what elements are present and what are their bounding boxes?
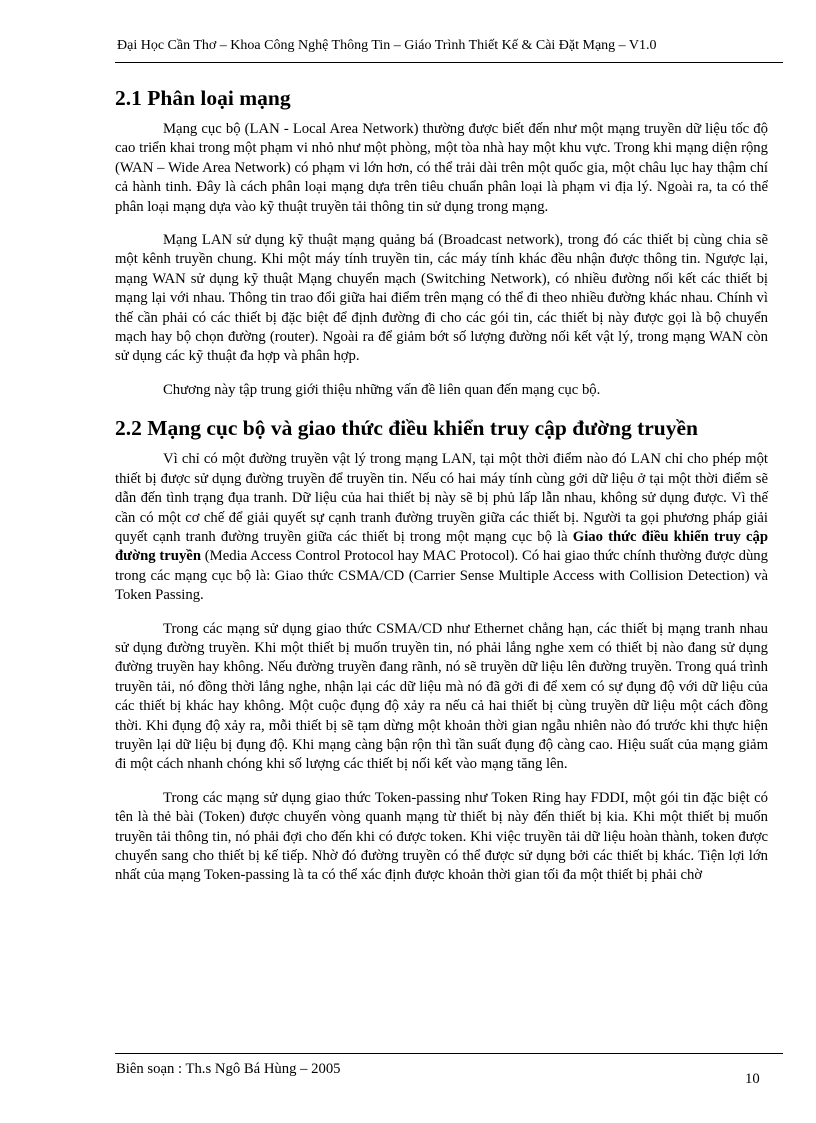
header-divider [115, 62, 783, 63]
paragraph-text: (Media Access Control Protocol hay MAC Protocol). Có hai giao thức chính thường được dùng trong các mạng cục bộ là: Giao thức CSMA/CD (Carrier Sense Multiple Access with Collision Detection) và Token Passing. [115, 548, 768, 604]
running-header: Đại Học Cần Thơ – Khoa Công Nghệ Thông Tin – Giáo Trình Thiết Kế & Cài Đặt Mạng – V1.0 [117, 38, 657, 53]
paragraph: Mạng LAN sử dụng kỹ thuật mạng quảng bá (Broadcast network), trong đó các thiết bị cùng chia sẽ một kênh truyền chung. Khi một máy tính truyền tin, các máy tính khác đều nhận được thông tin. Ngược lại, mạng WAN sử dụng kỹ thuật Mạng chuyển mạch (Switching Network), có nhiều đường nối kết các thiết bị mạng lại với nhau. Thông tin trao đổi giữa hai điểm trên mạng có thể đi theo nhiều đường khác nhau. Chính vì thế cần phải có các thiết bị đặc biệt để định đường đi cho các gói tin, các thiết bị này được gọi là bộ chuyển mạch hay bộ chọn đường (router). Ngoài ra để giảm bớt số lượng đường nối kết vật lý, trong mạng WAN còn sử dụng các kỹ thuật đa hợp và phân hợp. [115, 232, 768, 365]
footer-divider [115, 1053, 783, 1054]
section-heading-2-1: 2.1 Phân loại mạng [115, 86, 291, 110]
page-body [115, 84, 768, 900]
paragraph: Chương này tập trung giới thiệu những vấn đề liên quan đến mạng cục bộ. [163, 381, 601, 398]
paragraph: Trong các mạng sử dụng giao thức Token-passing như Token Ring hay FDDI, một gói tin đặc biệt có tên là thẻ bài (Token) được chuyển vòng quanh mạng từ thiết bị này đến thiết bị kia. Khi một thiết bị muốn truyền tải thông tin, nó phải đợi cho đến khi có được token. Khi việc truyền tải dữ liệu hoàn thành, token được chuyển sang cho thiết bị kế tiếp. Nhờ đó đường truyền có thể được sử dụng bởi các thiết bị khác. Tiện lợi lớn nhất của mạng Token-passing là ta có thể xác định được khoản thời gian tối đa một thiết bị phải chờ [115, 789, 768, 884]
paragraph [115, 450, 768, 605]
bold-term: Giao thức điều khiển truy cập đường truyền [115, 528, 768, 565]
section-heading-2-2: 2.2 Mạng cục bộ và giao thức điều khiển truy cập đường truyền [115, 416, 699, 441]
footer-author: Biên soạn : Th.s Ngô Bá Hùng – 2005 [116, 1061, 341, 1077]
paragraph-text: Vì chỉ có một đường truyền vật lý trong mạng LAN, tại một thời điểm nào đó LAN chỉ cho phép một thiết bị được sử dụng đường truyền để truyền tin. Nếu có hai máy tính cùng gởi dữ liệu ở tại một thời điểm sẽ dẫn đến tình trạng đụa tranh. Dữ liệu của hai thiết bị này sẽ bị phủ lấp lẫn nhau, không sử dụng được. Vì thế cần có một cơ chế để giải quyết sự cạnh tranh đường truyền giữa các thiết bị. Người ta gọi phương pháp giải quyết cạnh tranh đường truyền giữa các thiết bị trong một mạng cục bộ là [115, 451, 768, 545]
page-number: 10 [745, 1071, 760, 1087]
paragraph: Trong các mạng sử dụng giao thức CSMA/CD như Ethernet chẳng hạn, các thiết bị mạng tranh nhau sử dụng đường truyền. Khi một thiết bị muốn truyền tin, nó phải lắng nghe xem có thiết bị nào đang sử dụng đường truyền hay không. Nếu đường truyền đang rãnh, nó sẽ truyền dữ liệu lên đường truyền. Trong quá trình truyền tải, nó đồng thời lắng nghe, nhận lại các dữ liệu mà nó đã gởi đi để xem có sự đụng độ với dữ liệu của các thiết bị khác hay không. Một cuộc đụng độ xảy ra nếu cả hai thiết bị cùng truyền dữ liệu một cách đồng thời. Khi đụng độ xảy ra, mỗi thiết bị sẽ tạm dừng một khoản thời gian ngẫu nhiên nào đó trước khi thực hiện truyền lại dữ liệu bị đụng độ. Khi mạng càng bận rộn thì tần suất đụng độ càng cao. Hiệu suất của mạng giảm đi một cách nhanh chóng khi số lượng các thiết bị nối kết vào mạng tăng lên. [115, 620, 768, 773]
paragraph: Mạng cục bộ (LAN - Local Area Network) thường được biết đến như một mạng truyền dữ liệu tốc độ cao triển khai trong một phạm vi nhỏ như một phòng, một tòa nhà hay một khu vực. Trong khi mạng diện rộng (WAN – Wide Area Network) có phạm vi lớn hơn, có thể trải dài trên một quốc gia, một châu lục hay thậm chí cả hành tinh. Đây là cách phân loại mạng dựa trên tiêu chuẩn phân loại là phạm vi địa lý. Ngoài ra, ta có thể phân loại mạng dựa vào kỹ thuật truyền tải thông tin sử dụng trong mạng. [115, 121, 768, 215]
